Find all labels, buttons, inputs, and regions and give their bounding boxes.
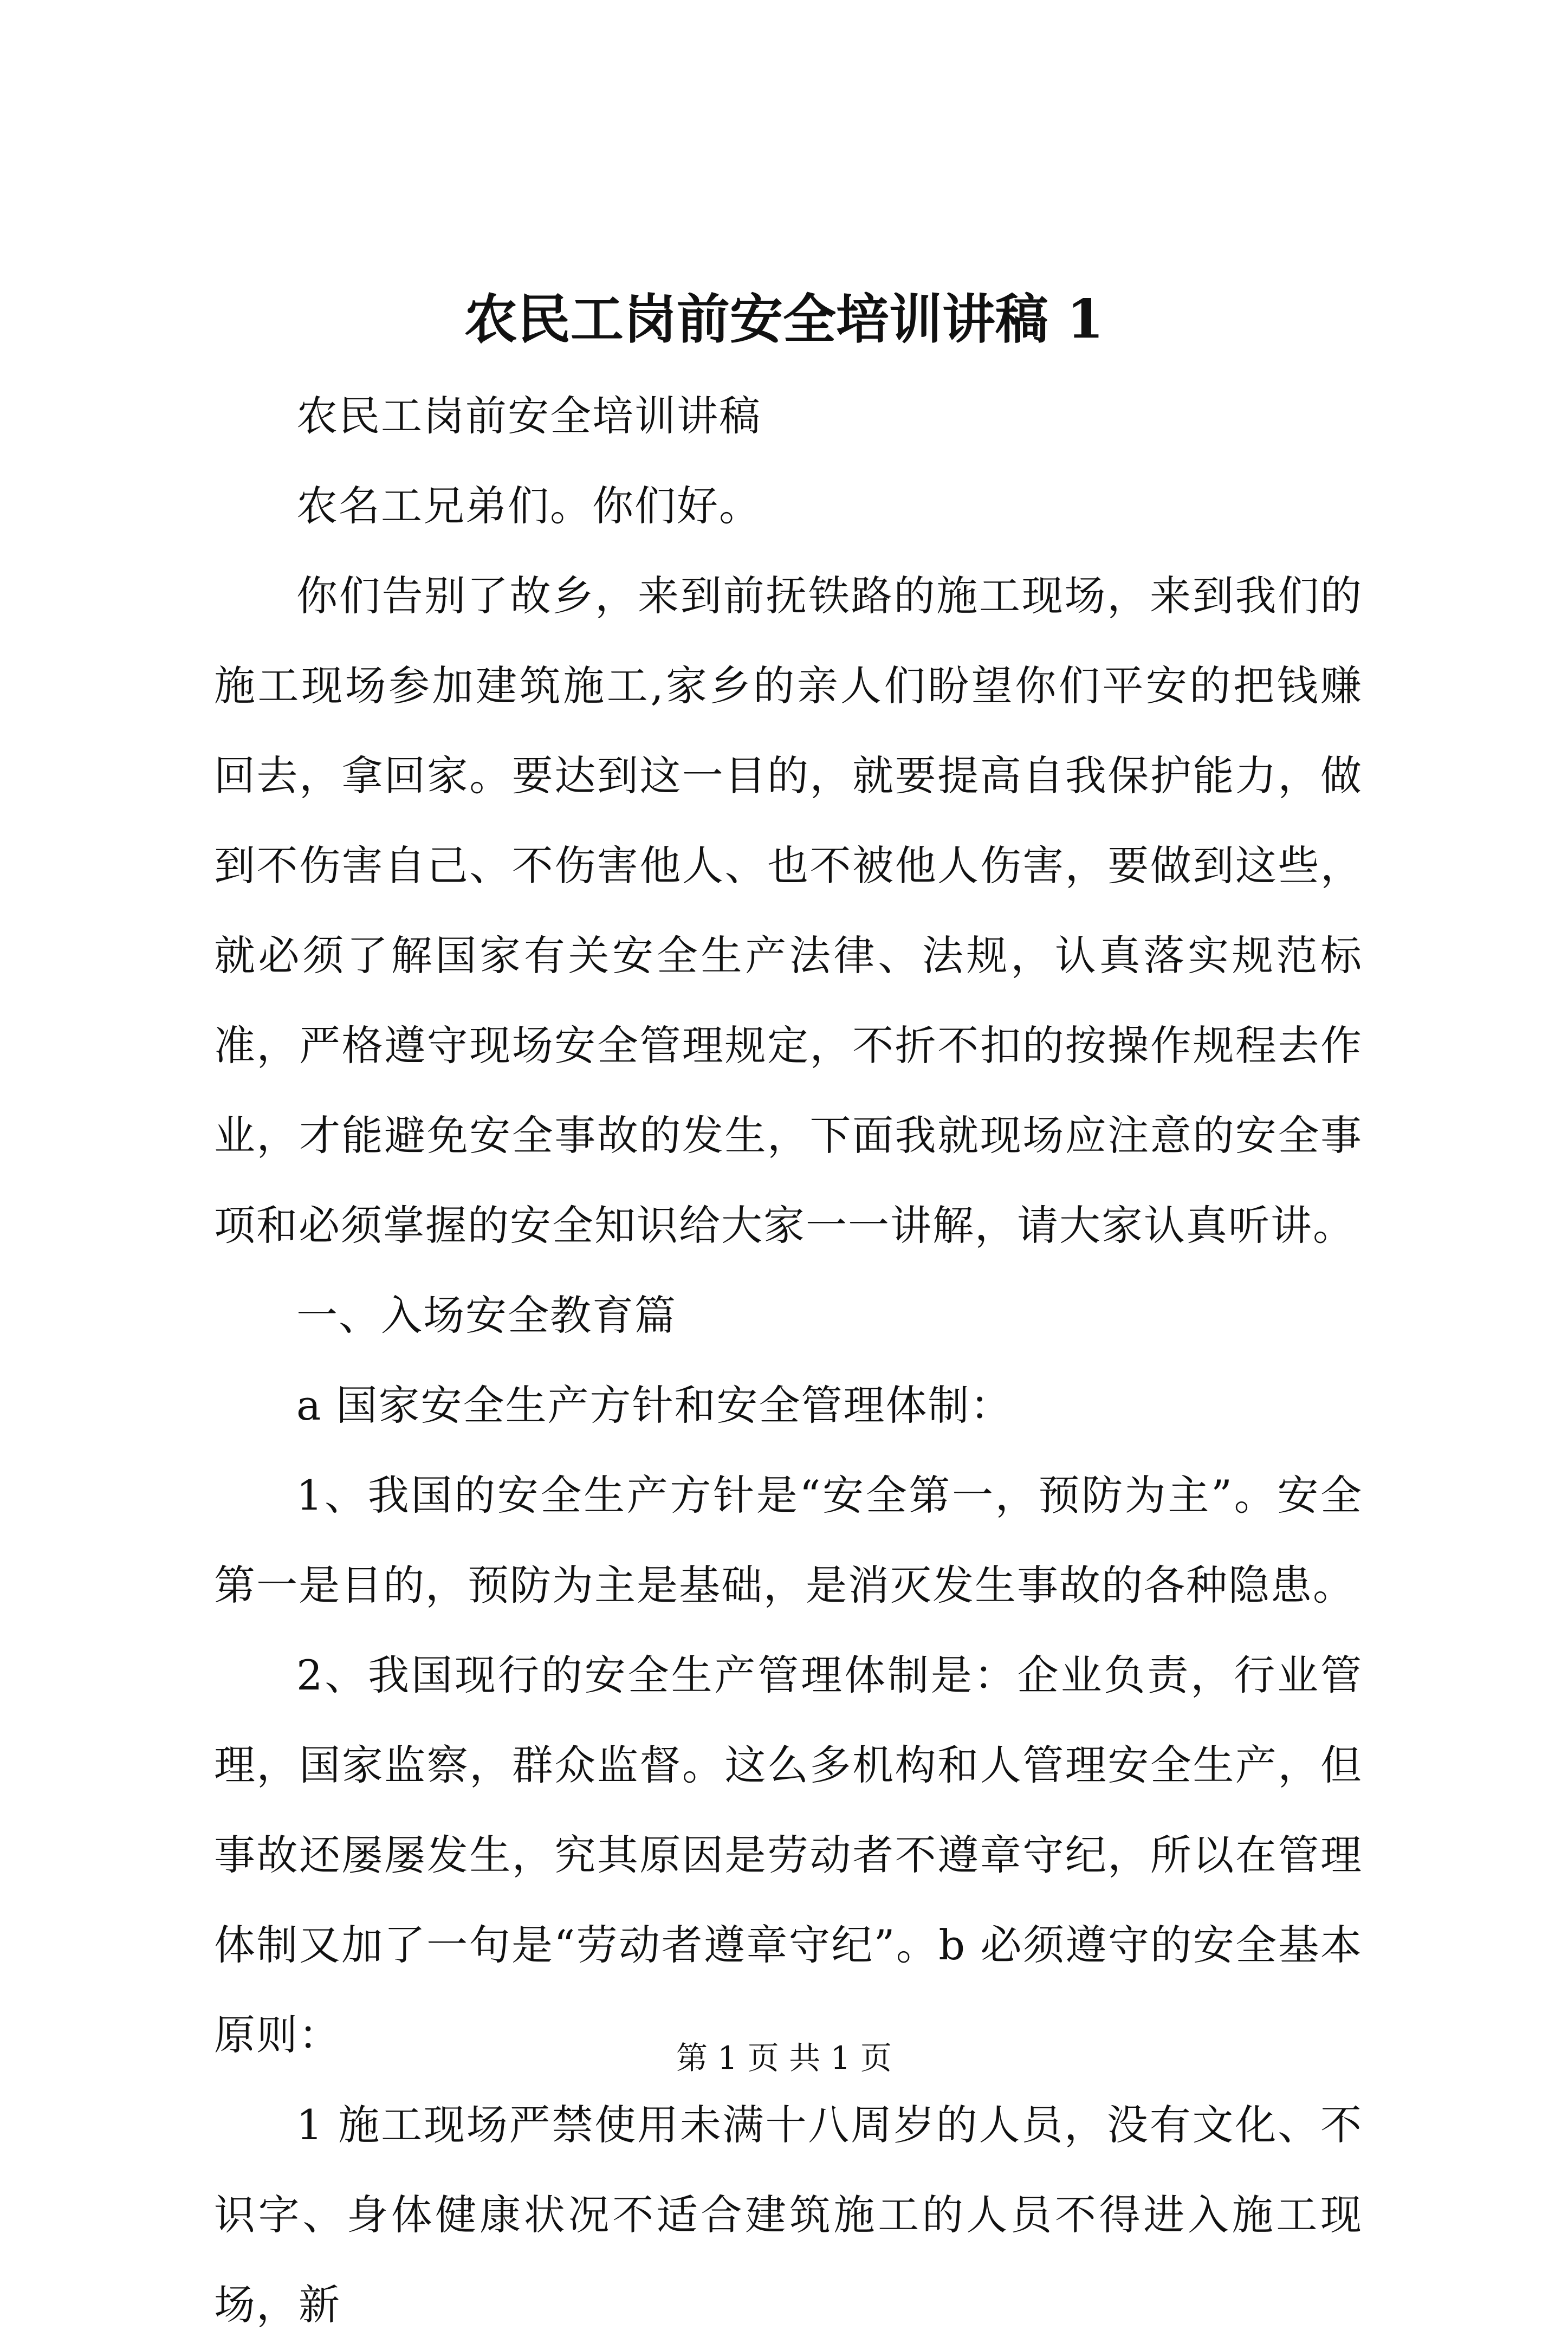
paragraph-intro: 你们告别了故乡，来到前抚铁路的施工现场，来到我们的施工现场参加建筑施工,家乡的亲人们盼望你们平安的把钱赚回去，拿回家。要达到这一目的，就要提高自我保护能力，做到不伤害自己、不伤害他人、也不被他人伤害，要做到这些，就必须了解国家有关安全生产法律、法规，认真落实规范标准，严格遵守现场安全管理规定，不折不扣的按操作规程去作业，才能避免安全事故的发生，下面我就现场应注意的安全事项和必须掌握的安全知识给大家一一讲解，请大家认真听讲。 [214,572,1363,1250]
subsection-heading: a 国家安全生产方针和安全管理体制： [296,1381,1013,1429]
paragraph-management: 2、我国现行的安全生产管理体制是：企业负责，行业管理，国家监察，群众监督。这么多机构和人管理安全生产，但事故还屡屡发生，究其原因是劳动者不遵章守纪，所以在管理体制又加了一句是“劳动者遵章守纪”。b 必须遵守的安全基本原则： [214,1651,1363,2059]
paragraph-greeting: 农名工兄弟们。你们好。 [296,482,761,530]
page-footer: 第 1 页 共 1 页 [676,2040,892,2076]
document-title: 农民工岗前安全培训讲稿 1 [464,288,1104,351]
paragraph-subtitle: 农民工岗前安全培训讲稿 [296,392,761,440]
paragraph-policy: 1、我国的安全生产方针是“安全第一，预防为主”。安全第一是目的，预防为主是基础，是消灭发生事故的各种隐患。 [214,1471,1363,1609]
paragraph-rule-1: 1 施工现场严禁使用未满十八周岁的人员，没有文化、不识字、身体健康状况不适合建筑施工的人员不得进入施工现场，新 [214,2101,1363,2329]
section-heading: 一、入场安全教育篇 [296,1291,677,1339]
